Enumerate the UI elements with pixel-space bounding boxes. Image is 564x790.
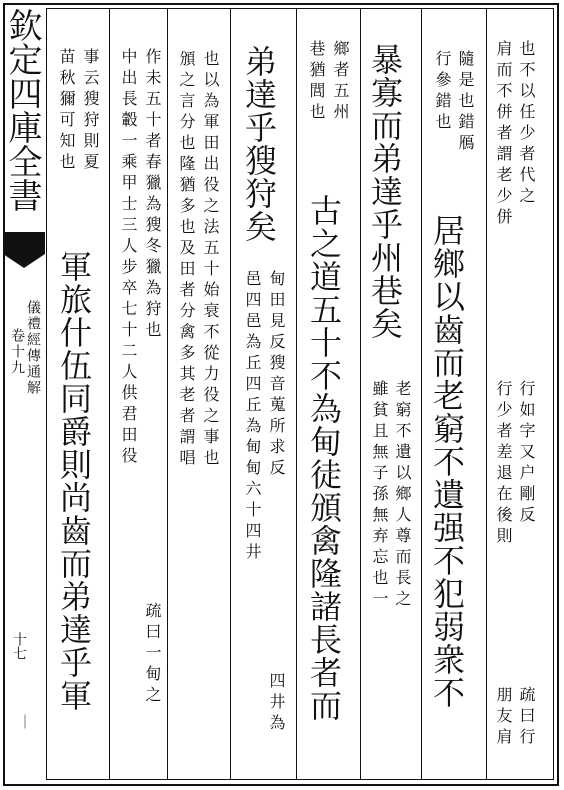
commentary-right: 鄉者五州 <box>331 40 350 124</box>
commentary-right: 疏曰一甸之 <box>143 602 162 707</box>
fish-tail-ornament <box>3 232 45 254</box>
text-column-2 <box>424 10 474 778</box>
column-rule <box>167 8 168 780</box>
column-rule <box>109 8 110 780</box>
commentary-left: 朋友肩 <box>494 686 513 749</box>
commentary-right: 事云獀狩則夏 <box>81 48 100 174</box>
main-text: 軍旅什伍同爵則尚齒而弟達乎軍 <box>55 250 93 712</box>
main-text: 居鄉以齒而老窮不遺强不犯弱衆不 <box>428 214 466 709</box>
margin-mark: ｜ <box>18 715 32 731</box>
commentary-left: 巷猶閭也 <box>307 40 326 124</box>
column-rule <box>230 8 231 780</box>
volume-text: 卷十九 <box>9 328 25 376</box>
main-text: 暴寡而弟達乎州巷矣 <box>366 43 404 340</box>
text-column-6 <box>170 10 220 778</box>
text-column-8 <box>52 10 102 778</box>
commentary-right: 老窮不遺以鄉人尊而長之 <box>393 380 412 611</box>
text-column-5 <box>234 10 284 778</box>
commentary-left: 中出長轂一乘甲士三人步卒七十二人供君田役 <box>119 48 138 468</box>
text-column-3 <box>362 10 412 778</box>
commentary-right: 甸田見反獀音蒐所求反 <box>267 270 286 480</box>
main-text: 古之道五十不為甸徒頒禽隆諸長者而 <box>305 194 343 722</box>
column-rule <box>296 8 297 780</box>
commentary-right: 也以為軍田出役之法五十始衰不從力役之事也 <box>201 50 220 470</box>
commentary-right: 疏曰行 <box>517 686 536 749</box>
collection-title-text: 欽定四庫全書 <box>2 8 42 212</box>
book-title-text: 儀禮經傳通解 <box>25 300 41 396</box>
main-text: 弟達乎獀狩矣 <box>240 45 278 243</box>
commentary-left: 邑四邑為丘四丘為甸甸六十四井 <box>243 270 262 564</box>
commentary-left: 雖貧且無子孫無弃忘也一 <box>370 380 389 611</box>
column-rule <box>421 8 422 780</box>
text-column-1 <box>488 10 538 778</box>
commentary-left: 苗秋獮可知也 <box>57 48 76 174</box>
commentary-right: 行如字又户剛反 <box>517 380 536 527</box>
column-rule <box>486 8 487 780</box>
commentary-left: 頒之言分也隆猶多也及田者分禽多其老者謂唱 <box>177 50 196 470</box>
column-rule <box>360 8 361 780</box>
commentary-right: 隨是也錯鴈 <box>456 50 475 155</box>
text-column-4 <box>299 10 349 778</box>
text-column-7 <box>112 10 162 778</box>
commentary-right: 也不以任少者代之 <box>517 40 536 208</box>
commentary-left: 肩而不併者謂老少併 <box>494 40 513 229</box>
commentary-right: 作未五十者春獵為獀冬獵為狩也 <box>143 48 162 342</box>
page-number: 十七 <box>11 632 27 660</box>
fish-tail-ornament-point <box>3 254 45 268</box>
commentary-left: 行參錯也 <box>433 50 452 134</box>
commentary-left: 行少者差退在後則 <box>494 380 513 548</box>
commentary-right: 四井為 <box>267 672 286 735</box>
